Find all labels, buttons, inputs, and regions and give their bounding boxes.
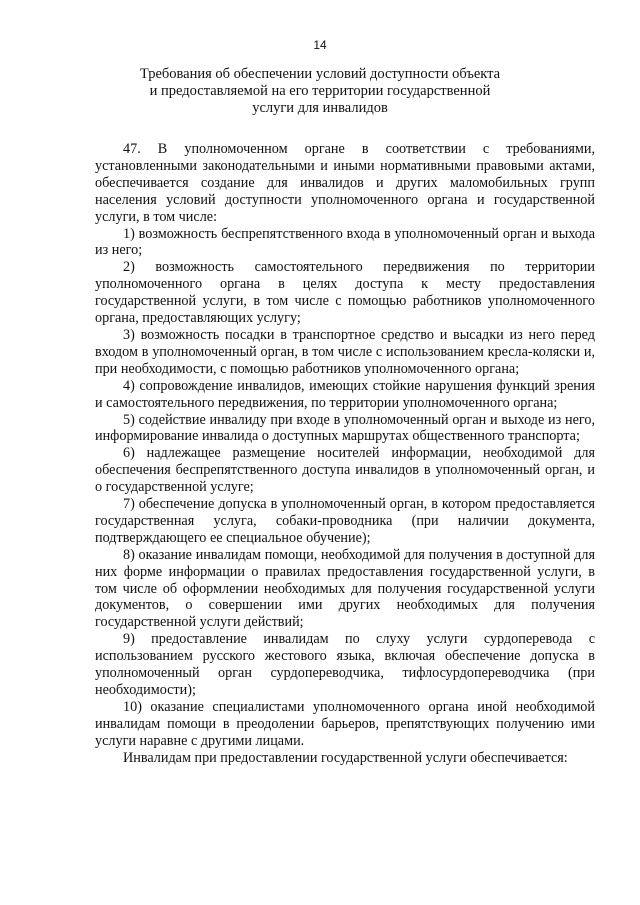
- list-item-2: 2) возможность самостоятельного передвижения по территории уполномоченного органа в целях доступа к месту предоставления государственной услуги, в том числе с помощью работников уполномоченного органа, предоставляющих услугу;: [95, 259, 595, 327]
- heading-line-2: и предоставляемой на его территории государственной: [149, 83, 491, 99]
- list-item-6: 6) надлежащее размещение носителей информации, необходимой для обеспечения беспрепятственного доступа инвалидов в уполномоченный орган, и о государственной услуге;: [95, 445, 595, 496]
- list-item-8: 8) оказание инвалидам помощи, необходимой для получения в доступной для них форме информации о правилах предоставления государственной услуги, в том числе об оформлении необходимых для получения государственной услуги документов, о совершении ими других необходимых для получения государственной услуги действий;: [95, 546, 595, 631]
- list-item-5: 5) содействие инвалиду при входе в уполномоченный орган и выходе из него, информирование инвалида о доступных маршрутах общественного транспорта;: [95, 411, 595, 445]
- list-item-4: 4) сопровождение инвалидов, имеющих стойкие нарушения функций зрения и самостоятельного передвижения, по территории уполномоченного органа;: [95, 377, 595, 411]
- page-number: 14: [313, 38, 327, 52]
- body-text: [95, 141, 595, 767]
- list-item-7: 7) обеспечение допуска в уполномоченный орган, в котором предоставляется государственная услуга, собаки-проводника (при наличии документа, подтверждающего ее специальное обучение);: [95, 496, 595, 546]
- paragraph-47: 47. В уполномоченном органе в соответствии с требованиями, установленными законодательными и иными нормативными правовыми актами, обеспечивается создание для инвалидов и других маломобильных групп населения условий доступности уполномоченного органа и государственной услуги, в том числе:: [95, 141, 595, 225]
- section-heading: [120, 66, 520, 117]
- closing-paragraph: Инвалидам при предоставлении государственной услуги обеспечивается:: [123, 749, 568, 766]
- list-item-9: 9) предоставление инвалидам по слуху услуги сурдоперевода с использованием русского жестового языка, включая обеспечение допуска в уполномоченный орган сурдопереводчика, тифлосурдопереводчика (при необходимости);: [95, 631, 595, 698]
- list-item-3: 3) возможность посадки в транспортное средство и высадки из него перед входом в уполномоченный орган, в том числе с использованием кресла-коляски и, при необходимости, с помощью работников уполномоченного органа;: [95, 326, 595, 377]
- heading-line-1: Требования об обеспечении условий доступности объекта: [139, 66, 501, 82]
- heading-line-3: услуги для инвалидов: [252, 100, 388, 116]
- list-item-10: 10) оказание специалистами уполномоченного органа иной необходимой инвалидам помощи в преодолении барьеров, препятствующих получению ими услуги наравне с другими лицами.: [95, 698, 595, 749]
- list-item-1: 1) возможность беспрепятственного входа в уполномоченный орган и выхода из него;: [95, 225, 595, 259]
